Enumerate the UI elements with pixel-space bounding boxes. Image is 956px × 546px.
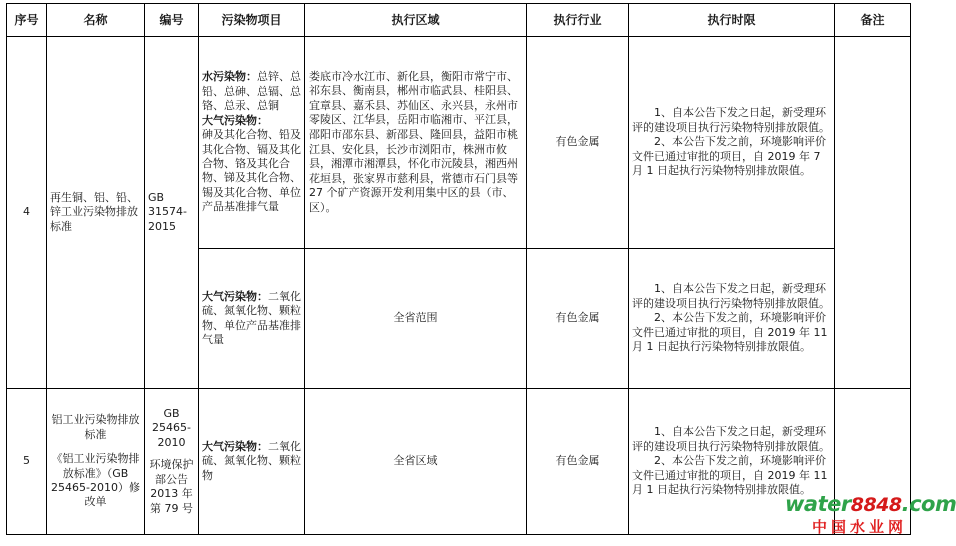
air-pollutants-items: 二氧化硫、氮氧化物、颗粒物、单位产品基准排气量 — [202, 289, 301, 346]
air-pollutants-items: 二氧化硫、氮氧化物、颗粒物 — [202, 439, 301, 482]
region-cell: 全省范围 — [305, 249, 527, 389]
air-pollutants-items: 砷及其化合物、铅及其化合物、镉及其化合物、铬及其化合物、锑及其化合物、锡及其化合物、单位产品基准排气量 — [202, 128, 301, 214]
standard-name-main: 铝工业污染物排放标准 — [51, 413, 140, 441]
seq-cell: 4 — [7, 37, 47, 389]
watermark-site-name: 中国水业网 — [811, 518, 907, 536]
watermark-logo — [785, 492, 956, 540]
deadline-cell — [629, 249, 835, 389]
watermark-domain: .com — [901, 492, 956, 516]
air-pollutants-label: 大气污染物： — [202, 439, 268, 453]
standard-name-cell: 再生铜、铝、铅、锌工业污染物排放标准 — [47, 37, 145, 389]
standard-name-cell — [47, 389, 145, 535]
standard-code-cell: GB 31574-2015 — [145, 37, 199, 389]
remarks-cell — [835, 37, 911, 389]
region-cell: 全省区域 — [305, 389, 527, 535]
standard-code-main: GB 25465-2010 — [152, 407, 191, 449]
deadline-item-2: 2、本公告下发之前，环境影响评价文件已通过审批的项目，自 2019 年 7 月 1 日起执行污染物特别排放限值。 — [632, 135, 826, 178]
header-code: 编号 — [145, 4, 199, 37]
header-region: 执行区域 — [305, 4, 527, 37]
region-cell: 娄底市冷水江市、新化县，衡阳市常宁市、祁东县、衡南县，郴州市临武县、桂阳县、宜章县、嘉禾县、苏仙区、永兴县，永州市零陵区、江华县，岳阳市临湘市、平江县，邵阳市邵东县、新邵县、隆回县，益阳市桃江县、安化县，长沙市浏阳市，株洲市攸县，湘潭市湘潭县，怀化市沅陵县，湘西州花垣县，张家界市慈利县，常德市石门县等 27 个矿产资源开发利用集中区的县（市、区）。 — [305, 37, 527, 249]
header-industry: 执行行业 — [527, 4, 629, 37]
header-row — [7, 4, 911, 37]
header-remarks: 备注 — [835, 4, 911, 37]
standard-code-cell — [145, 389, 199, 535]
pollutants-cell — [199, 249, 305, 389]
deadline-item-1: 1、自本公告下发之日起，新受理环评的建设项目执行污染物特别排放限值。 — [632, 282, 830, 310]
pollutants-cell — [199, 389, 305, 535]
pollutant-standards-table — [6, 3, 911, 535]
table-row — [7, 389, 911, 535]
standard-name-amendment: 《铝工业污染物排放标准》（GB 25465-2010）修改单 — [51, 452, 140, 509]
deadline-item-1: 1、自本公告下发之日起，新受理环评的建设项目执行污染物特别排放限值。 — [632, 106, 830, 134]
industry-cell: 有色金属 — [527, 389, 629, 535]
pollutants-cell — [199, 37, 305, 249]
deadline-item-2: 2、本公告下发之前，环境影响评价文件已通过审批的项目，自 2019 年 11 月 1 日起执行污染物特别排放限值。 — [632, 454, 828, 497]
deadline-item-1: 1、自本公告下发之日起，新受理环评的建设项目执行污染物特别排放限值。 — [632, 425, 830, 453]
industry-cell: 有色金属 — [527, 37, 629, 249]
table-row — [7, 37, 911, 249]
watermark-word: water — [785, 492, 851, 516]
header-pollutants: 污染物项目 — [199, 4, 305, 37]
header-name: 名称 — [47, 4, 145, 37]
water-pollutants-items: 总锌、总铅、总砷、总镉、总铬、总汞、总铜 — [202, 70, 301, 113]
standard-code-announcement: 环境保护部公告 2013 年第 79 号 — [149, 458, 194, 515]
air-pollutants-label: 大气污染物： — [202, 289, 268, 303]
header-seq: 序号 — [7, 4, 47, 37]
watermark-number: 8848 — [850, 494, 902, 516]
industry-cell: 有色金属 — [527, 249, 629, 389]
watermark-url — [785, 492, 956, 517]
water-pollutants-label: 水污染物： — [202, 70, 257, 84]
seq-cell: 5 — [7, 389, 47, 535]
air-pollutants-label: 大气污染物： — [202, 113, 268, 127]
deadline-item-2: 2、本公告下发之前，环境影响评价文件已通过审批的项目，自 2019 年 11 月 1 日起执行污染物特别排放限值。 — [632, 311, 828, 354]
deadline-cell — [629, 37, 835, 249]
header-deadline: 执行时限 — [629, 4, 835, 37]
